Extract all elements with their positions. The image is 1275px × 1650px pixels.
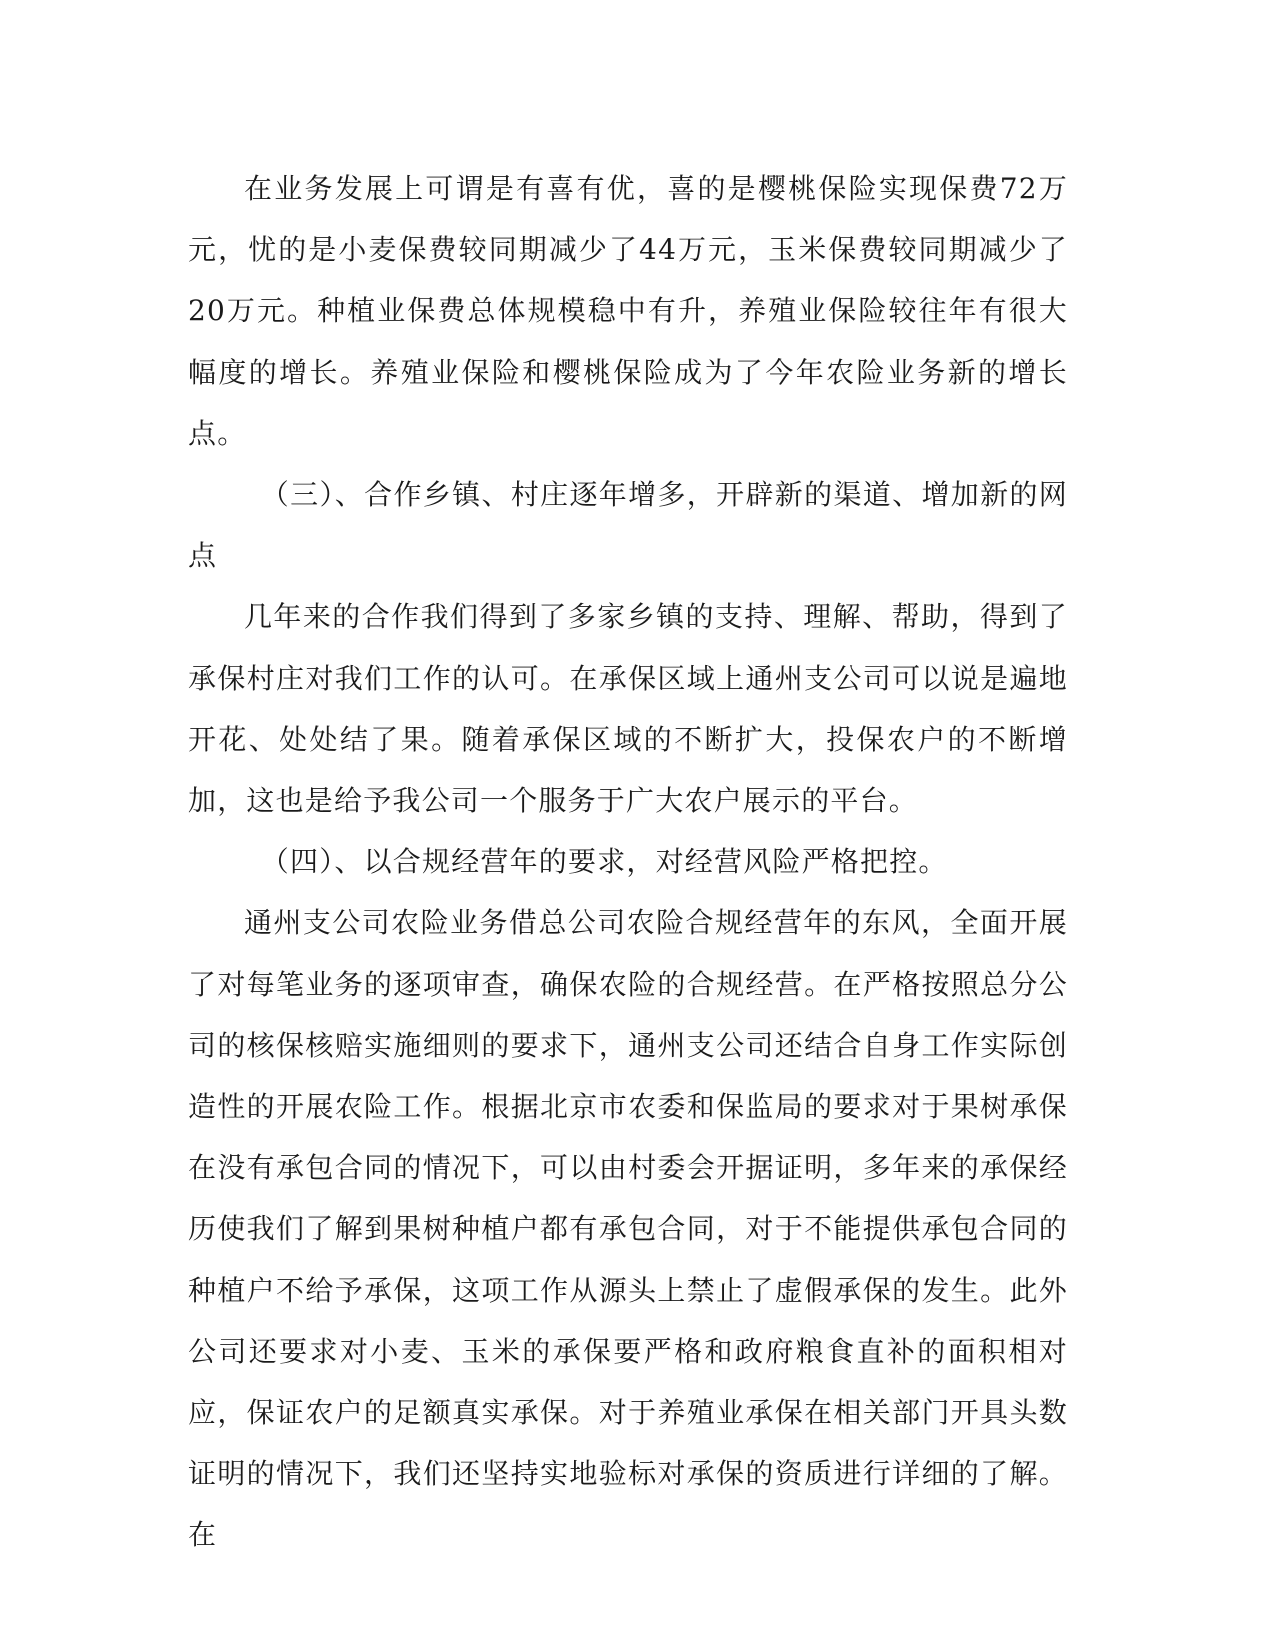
section-heading-4: （四）、以合规经营年的要求，对经营风险严格把控。 [260, 845, 948, 879]
section-heading-3: （三）、合作乡镇、村庄逐年增多，开辟新的渠道、增加新的网点 [188, 478, 1068, 573]
paragraph-cooperation: 几年来的合作我们得到了多家乡镇的支持、理解、帮助，得到了承保村庄对我们工作的认可。在承保区域上通州支公司可以说是遍地开花、处处结了果。随着承保区域的不断扩大，投保农户的不断增加，这也是给予我公司一个服务于广大农户展示的平台。 [188, 600, 1068, 818]
paragraph-business-development: 在业务发展上可谓是有喜有优，喜的是樱桃保险实现保费72万元，忧的是小麦保费较同期减少了44万元，玉米保费较同期减少了20万元。种植业保费总体规模稳中有升，养殖业保险较往年有很大幅度的增长。养殖业保险和樱桃保险成为了今年农险业务新的增长点。 [188, 172, 1068, 450]
paragraph-compliance: 通州支公司农险业务借总公司农险合规经营年的东风，全面开展了对每笔业务的逐项审查，确保农险的合规经营。在严格按照总分公司的核保核赔实施细则的要求下，通州支公司还结合自身工作实际创造性的开展农险工作。根据北京市农委和保监局的要求对于果树承保在没有承包合同的情况下，可以由村委会开据证明，多年来的承保经历使我们了解到果树种植户都有承包合同，对于不能提供承包合同的种植户不给予承保，这项工作从源头上禁止了虚假承保的发生。此外公司还要求对小麦、玉米的承保要严格和政府粮食直补的面积相对应，保证农户的足额真实承保。对于养殖业承保在相关部门开具头数证明的情况下，我们还坚持实地验标对承保的资质进行详细的了解。在 [188, 906, 1068, 1552]
document-body [188, 158, 1068, 1566]
